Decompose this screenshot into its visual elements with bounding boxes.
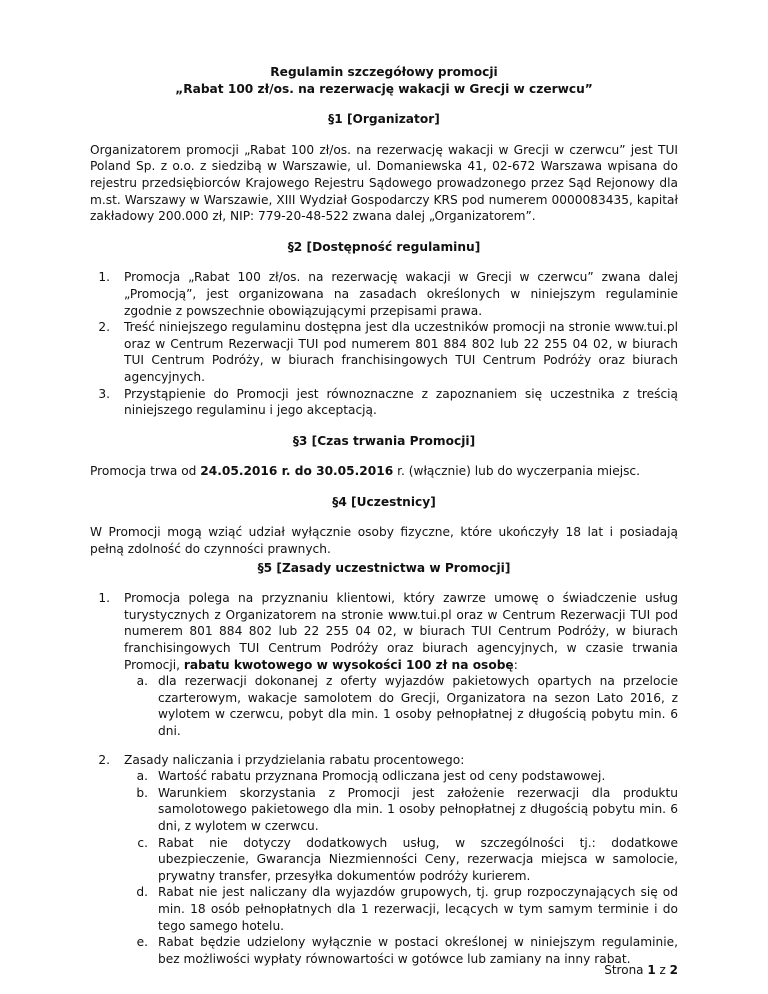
sublist-letter: d. [136, 885, 148, 900]
sublist-item [124, 768, 678, 785]
sublist-item-text: dla rezerwacji dokonanej z oferty wyjazdów pakietowych opartych na przelocie czarterowym, wakacje samolotem do Grecji, Organizatora na sezon Lato 2016, z wylotem w czerwcu, pobyt dla min. 1 osoby pełnopłatnej z długością pobytu min. 6 dni. [158, 674, 678, 738]
sublist-letter: a. [136, 674, 148, 689]
section-1-heading: §1 [Organizator] [328, 112, 440, 127]
list-number: 3. [98, 386, 110, 401]
list-number: 1. [98, 591, 110, 606]
page-number-prefix: Strona [604, 963, 648, 977]
promo-period-dates: 24.05.2016 r. do 30.05.2016 [200, 464, 394, 479]
sublist-letter: c. [137, 835, 148, 850]
sublist-item-text: Warunkiem skorzystania z Promocji jest założenie rezerwacji dla produktu samolotowego pakietowego dla min. 1 osoby pełnopłatnej z długością pobytu min. 6 dni, z wylotem w czerwcu. [158, 785, 678, 833]
section-4-heading: §4 [Uczestnicy] [332, 494, 436, 509]
sublist-item [124, 785, 678, 835]
list-item [90, 752, 678, 968]
page-number-current: 1 [647, 963, 656, 977]
discount-amount-text: rabatu kwotowego w wysokości 100 zł na osobę [183, 657, 514, 672]
list-number: 2. [98, 752, 110, 767]
section-2-heading: §2 [Dostępność regulaminu] [287, 239, 481, 254]
sublist-item [124, 934, 678, 967]
list-item [90, 269, 678, 319]
sublist-item-text: Rabat nie jest naliczany dla wyjazdów grupowych, tj. grup rozpoczynających się od min. 18 osób pełnopłatnych dla 1 rezerwacji, lecących w tym samym terminie i do tego samego hotelu. [158, 885, 678, 933]
list-item-text: Przystąpienie do Promocji jest równoznaczne z zapoznaniem się uczestnika z treścią niniejszego regulaminu i jego akceptacją. [124, 386, 678, 418]
list-number: 1. [98, 270, 110, 285]
list-item-text-end: : [513, 657, 518, 672]
section-2-list [90, 269, 678, 418]
sublist-letter: a. [136, 769, 148, 784]
list-item [90, 590, 678, 739]
page-footer [604, 962, 678, 979]
sublist [124, 768, 678, 967]
list-item [90, 319, 678, 385]
sublist-item-text: Rabat będzie udzielony wyłącznie w postaci określonej w niniejszym regulaminie, bez możliwości wypłaty równowartości w gotówce lub zamiany na inny rabat. [158, 935, 678, 966]
sublist-item-text: Rabat nie dotyczy dodatkowych usług, w szczególności tj.: dodatkowe ubezpieczenie, Gwarancja Niezmienności Ceny, rezerwacja miejsca w samolocie, prywatny transfer, przesyłka dokumentów podróży kurierem. [158, 835, 678, 883]
sublist-item [124, 835, 678, 885]
sublist-item-text: Wartość rabatu przyznana Promocją odliczana jest od ceny podstawowej. [158, 769, 606, 784]
page-number-total: 2 [669, 963, 678, 977]
sublist-item [124, 884, 678, 934]
list-item-text: Promocja „Rabat 100 zł/os. na rezerwację wakacji w Grecji w czerwcu” zwana dalej „Promocją”, jest organizowana na zasadach określonych w niniejszym regulaminie zgodnie z powszechnie obowiązującymi przepisami prawa. [124, 270, 678, 318]
promo-period-prefix: Promocja trwa od [90, 464, 201, 479]
list-item [90, 386, 678, 419]
list-spacer [90, 740, 678, 752]
sublist-letter: b. [136, 785, 148, 800]
list-item-text: Treść niniejszego regulaminu dostępna jest dla uczestników promocji na stronie www.tui.pl oraz w Centrum Rezerwacji TUI pod numerem 801 884 802 lub 22 255 04 02, w biurach TUI Centrum Podróży, w biurach franchisingowych TUI Centrum Podróży oraz biurach agencyjnych. [124, 320, 678, 384]
title-line-1: Regulamin szczegółowy promocji [270, 65, 498, 79]
promo-period-suffix: r. (włącznie) lub do wyczerpania miejsc. [393, 464, 641, 479]
list-item-text: Promocja polega na przyznaniu klientowi, który zawrze umowę o świadczenie usług turystycznych z Organizatorem na stronie www.tui.pl oraz w Centrum Rezerwacji TUI pod numerem 801 884 802 lub 22 255 04 02, w biurach TUI Centrum Podróży, w biurach franchisingowych TUI Centrum Podróży oraz biurach agencyjnych, w czasie trwania Promocji, [124, 591, 678, 672]
section-5-list [90, 590, 678, 967]
section-5-heading: §5 [Zasady uczestnictwa w Promocji] [257, 560, 511, 575]
sublist [124, 673, 678, 739]
page-number-middle: z [655, 963, 670, 977]
list-number: 2. [98, 320, 110, 335]
section-1-text: Organizatorem promocji „Rabat 100 zł/os. na rezerwację wakacji w Grecji w czerwcu” jest TUI Poland Sp. z o.o. z siedzibą w Warszawie, ul. Domaniewska 41, 02-672 Warszawa wpisana do rejestru przedsiębiorców Krajowego Rejestru Sądowego prowadzonego przez Sąd Rejonowy dla m.st. Warszawy w Warszawie, XIII Wydział Gospodarczy KRS pod numerem 0000083435, kapitał zakładowy 200.000 zł, NIP: 779-20-48-522 zwana dalej „Organizatorem”. [90, 142, 678, 224]
section-3-text [90, 463, 678, 480]
list-item-text: Zasady naliczania i przydzielania rabatu procentowego: [124, 752, 465, 767]
title-line-2: „Rabat 100 zł/os. na rezerwację wakacji w Grecji w czerwcu” [175, 81, 593, 96]
sublist-letter: e. [136, 935, 148, 950]
section-4-text: W Promocji mogą wziąć udział wyłącznie osoby fizyczne, które ukończyły 18 lat i posiadają pełną zdolność do czynności prawnych. [90, 525, 678, 557]
document-title [90, 64, 678, 97]
section-3-heading: §3 [Czas trwania Promocji] [292, 433, 476, 448]
sublist-item [124, 673, 678, 739]
